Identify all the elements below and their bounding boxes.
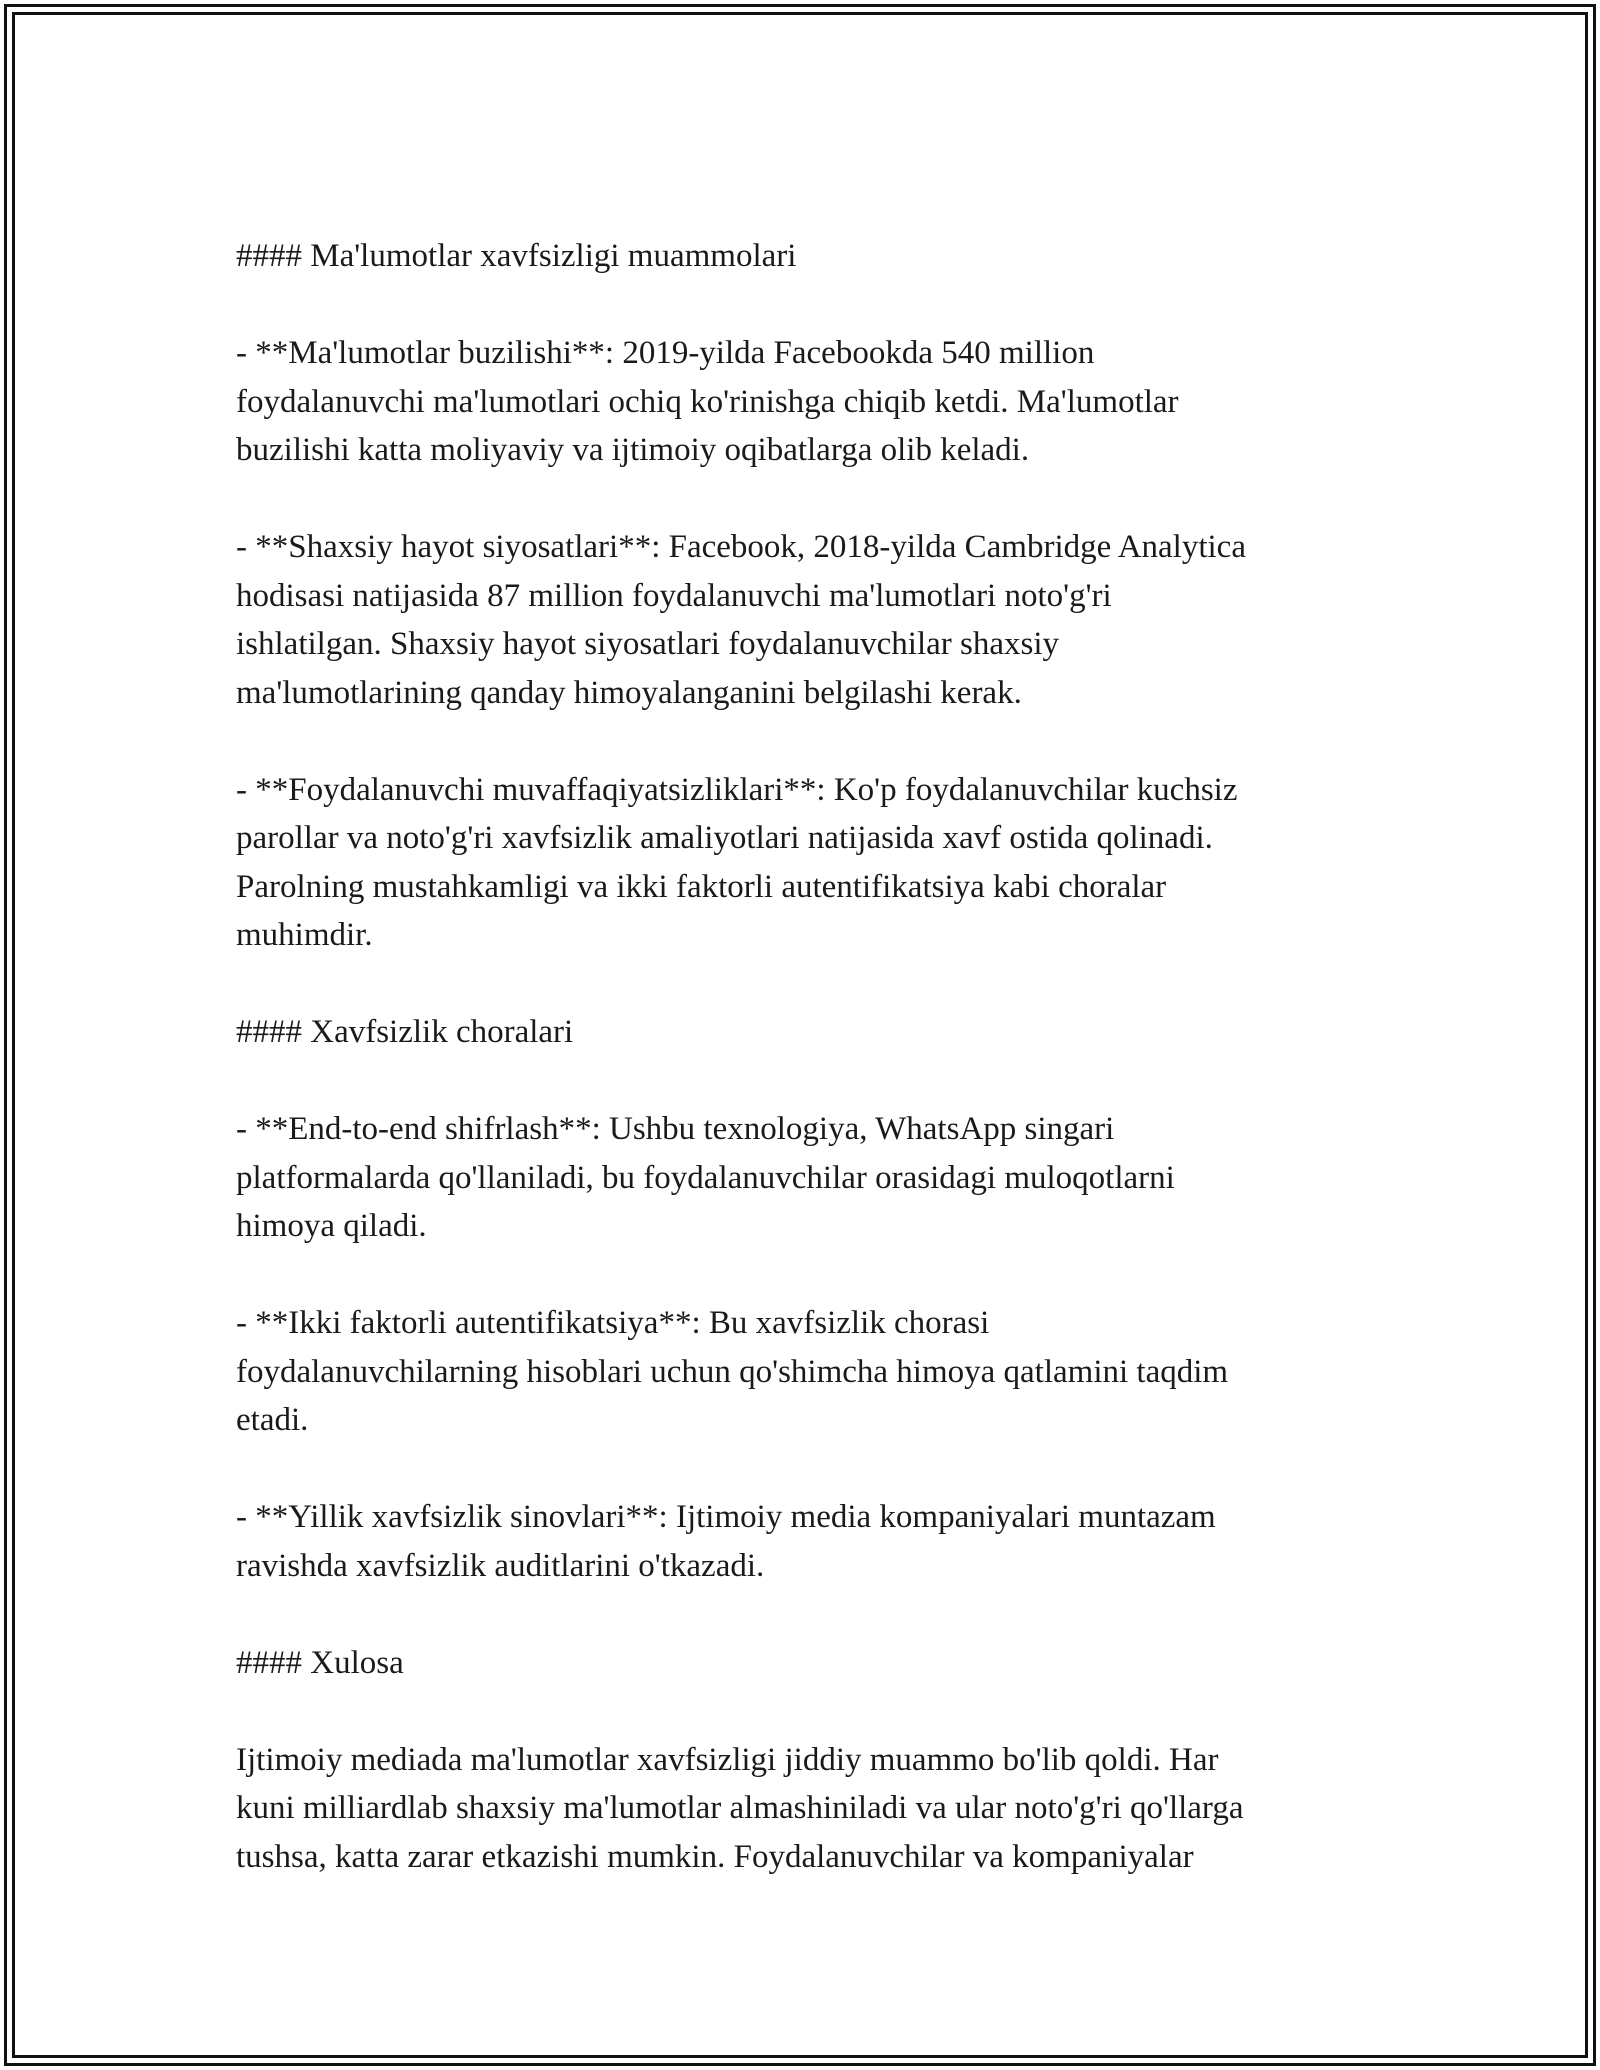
document-body	[236, 232, 1366, 1881]
paragraph-two-factor-auth: - **Ikki faktorli autentifikatsiya**: Bu xavfsizlik chorasi foydalanuvchilarning hisoblari uchun qo'shimcha himoya qatlamini taqdim etadi.	[236, 1305, 1229, 1438]
section-heading-security-measures: #### Xavfsizlik choralari	[236, 1014, 574, 1050]
section-heading-security-problems: #### Ma'lumotlar xavfsizligi muammolari	[236, 238, 797, 274]
paragraph-end-to-end-encryption: - **End-to-end shifrlash**: Ushbu texnologiya, WhatsApp singari platformalarda qo'llaniladi, bu foydalanuvchilar orasidagi muloqotlarni himoya qiladi.	[236, 1111, 1175, 1244]
paragraph-conclusion: Ijtimoiy mediada ma'lumotlar xavfsizligi jiddiy muammo bo'lib qoldi. Har kuni milliardlab shaxsiy ma'lumotlar almashiniladi va ular noto'g'ri qo'llarga tushsa, katta zarar etkazishi mumkin. Foydalanuvchilar va kompaniyalar	[236, 1741, 1244, 1875]
section-heading-conclusion: #### Xulosa	[236, 1644, 404, 1681]
paragraph-annual-security-tests: - **Yillik xavfsizlik sinovlari**: Ijtimoiy media kompaniyalari muntazam ravishda xavfsizlik auditlarini o'tkazadi.	[236, 1499, 1216, 1584]
paragraph-privacy-policies: - **Shaxsiy hayot siyosatlari**: Facebook, 2018-yilda Cambridge Analytica hodisasi natijasida 87 million foydalanuvchi ma'lumotlari noto'g'ri ishlatilgan. Shaxsiy hayot siyosatlari foydalanuvchilar shaxsiy ma'lumotlarining qanday himoyalanganini belgilashi kerak.	[236, 529, 1246, 711]
paragraph-user-failures: - **Foydalanuvchi muvaffaqiyatsizliklari**: Ko'p foydalanuvchilar kuchsiz parollar va noto'g'ri xavfsizlik amaliyotlari natijasida xavf ostida qolinadi. Parolning mustahkamligi va ikki faktorli autentifikatsiya kabi choralar muhimdir.	[236, 771, 1238, 953]
paragraph-data-breaches: - **Ma'lumotlar buzilishi**: 2019-yilda Facebookda 540 million foydalanuvchi ma'lumotlari ochiq ko'rinishga chiqib ketdi. Ma'lumotlar buzilishi katta moliyaviy va ijtimoiy oqibatlarga olib keladi.	[236, 335, 1179, 468]
